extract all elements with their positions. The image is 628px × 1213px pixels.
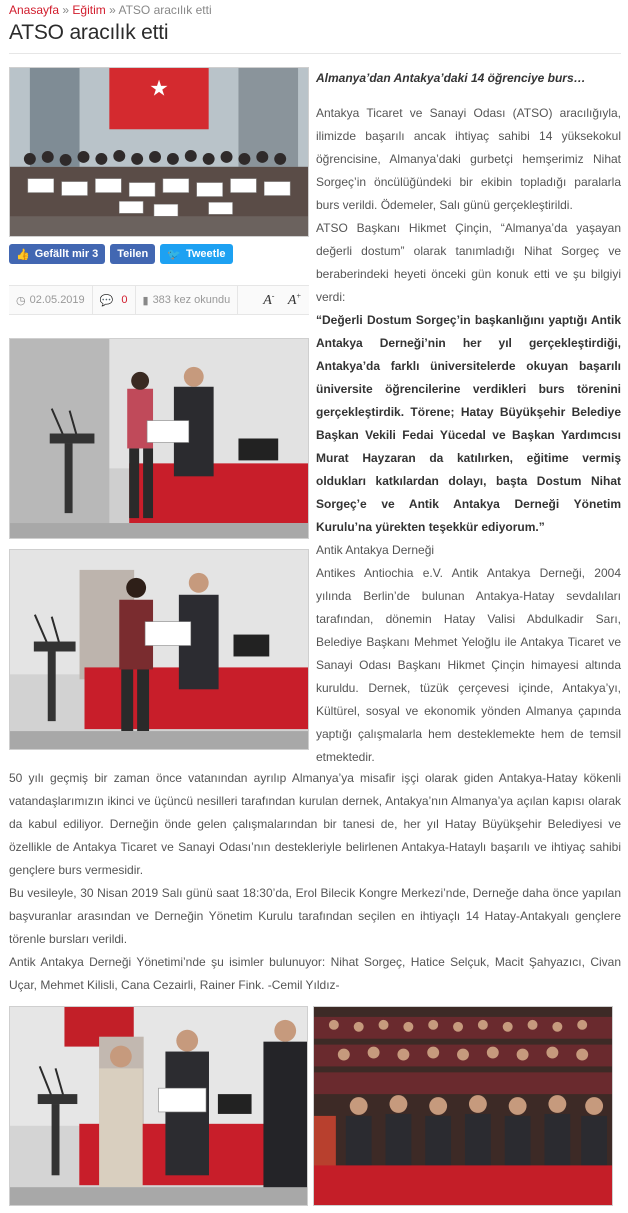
comment-count[interactable] [93,286,136,314]
twitter-bird-icon: 🐦 [167,248,181,261]
font-increase-button[interactable] [283,293,301,308]
article-meta-bar [9,285,309,315]
facebook-like-button[interactable] [9,244,105,264]
font-decrease-sign: - [271,291,275,301]
article-paragraph: Antik Antakya Derneği Yönetimi’nde şu isimler bulunuyor: Nihat Sorgeç, Hatice Selçuk, Macit Şahyazıcı, Civan Uçar, Mehmet Kilisli, Cana Cezairli, Rainer Fink. -Cemil Yıldız- [9,955,621,992]
article-paragraph: Antikes Antiochia e.V. Antik Antakya Derneği, 2004 yılında Berlin’de bulunan Antakya-Hatay sevdalıları tarafından, dönemin Hatay Valisi Abdulkadir Sarı, Belediye Başkanı Mehmet Yeloğlu ile Antakya Ticaret ve Sanayi Odası Başkanı Hikmet Çinçin himayesi altında kuruldu. Dernek, tüzük çerçevesi içinde, Antakya’yı, Kültürel, sosyal ve ekonomik yönden Almanya çapında yaptığı çalışmalarla hem desteklemekte hem de temsil etmektedir. [316,566,621,764]
breadcrumb-separator: » [62,3,70,17]
publish-date-value: 02.05.2019 [29,294,85,306]
social-share-bar [9,244,233,264]
twitter-tweet-button[interactable] [160,244,232,264]
article-body-side [316,67,621,769]
facebook-share-button[interactable] [110,244,155,264]
article-subheading: Antik Antakya Derneği [316,543,435,557]
article-body-full [9,767,621,997]
view-count-value: 383 kez okundu [152,294,231,306]
svg-text:★: ★ [149,76,169,102]
article-photo-award-1[interactable] [9,338,309,539]
article-paragraph: Antakya Ticaret ve Sanayi Odası (ATSO) aracılığıyla, ilimizde başarılı ancak ihtiyaç sahibi 14 yüksekokul öğrencisine, Almanya’daki gurbetçi hemşerimiz Nihat Sorgeç’in öncülüğündeki bir ekibin topladığı paralarla burs verildi. Ödemeler, Salı günü gerçekleştirildi. [316,106,621,212]
article-photo-award-2[interactable] [9,549,309,750]
breadcrumb-separator: » [109,3,116,17]
publish-date [9,286,93,314]
font-increase-sign: + [296,291,301,301]
facebook-thumb-icon: 👍 [16,248,30,261]
article-paragraph: Bu vesileyle, 30 Nisan 2019 Salı günü saat 18:30’da, Erol Bilecik Kongre Merkezi’nde, Derneğe daha önce yapılan başvuranlar arasından ve Derneğin Yönetim Kurulu tarafından seçilen en ihtiyaçlı 14 Hatay-Antakyalı gençlere törenle bursları verildi. [9,886,621,946]
font-decrease-button[interactable] [258,293,274,308]
article-lead: Almanya’dan Antakya’daki 14 öğrenciye burs… [316,71,586,85]
comment-count-value: 0 [121,294,128,306]
font-increase-label: A [287,292,297,308]
clock-icon: ◷ [16,294,26,307]
breadcrumb-home-link[interactable]: Anasayfa [9,3,60,17]
article-paragraph: 50 yılı geçmiş bir zaman önce vatanından ayrılıp Almanya’ya misafir işçi olarak giden Antakya-Hatay kökenli vatandaşlarımızın ikinci ve üçüncü nesilleri tarafından kurulan dernek, Antakya’nın Almanya’ya açılan kapısı olarak da kabul ediliyor. Derneğin önde gelen çalışmalarından bir tanesi de, her yıl Hatay Büyükşehir Belediyesi ve özellikle de Antakya Ticaret ve Sanayi Odası’nın destekleriyle belirlenen Antakya-Hataylı başarılı ve ihtiyaç sahibi gençlere burs vermesidir. [9,771,621,877]
twitter-tweet-label: Tweetle [185,248,226,260]
comments-icon: 💬 [99,294,114,307]
view-count [136,286,239,314]
article-photo-group[interactable] [9,67,309,237]
page-title: ATSO aracılık etti [9,21,169,44]
breadcrumb-current: ATSO aracılık etti [118,3,212,17]
bar-chart-icon: ▮ [142,294,149,307]
article-quote: “Değerli Dostum Sorgeç’in başkanlığını yaptığı Antik Antakya Derneği’nin her yıl gerçekleştirdiği, Antakya’da farklı üniversitelerde okuyan başarılı üniversite öğrencilerine verdikleri burs törenini gerçekleştirdik. Törene; Hatay Büyükşehir Belediye Başkan Vekili Fedai Yücedal ve Başkan Yardımcısı Murat Hayzaran da katılırken, eğitime vermiş oldukları katkılardan dolayı, başta Dostum Nihat Sorgeç’e ve Antik Antakya Derneği Yönetim Kurulu’na yürekten teşekkür ediyorum.” [316,313,621,534]
article-photo-award-3[interactable] [9,1006,308,1206]
facebook-share-label: Teilen [117,248,149,260]
title-divider [9,53,621,54]
facebook-like-label: Gefällt mir 3 [34,248,99,260]
article-photo-audience[interactable] [313,1006,613,1206]
font-size-controls [253,291,309,309]
breadcrumb [9,3,212,17]
breadcrumb-category-link[interactable]: Eğitim [72,3,106,17]
article-paragraph: ATSO Başkanı Hikmet Çinçin, “Almanya’da yaşayan değerli dostum” olarak tanımladığı Nihat Sorgeç ve beraberindeki heyeti önceki gün konuk etti ve şu bilgiyi verdi: [316,221,621,304]
font-decrease-label: A [263,292,272,308]
